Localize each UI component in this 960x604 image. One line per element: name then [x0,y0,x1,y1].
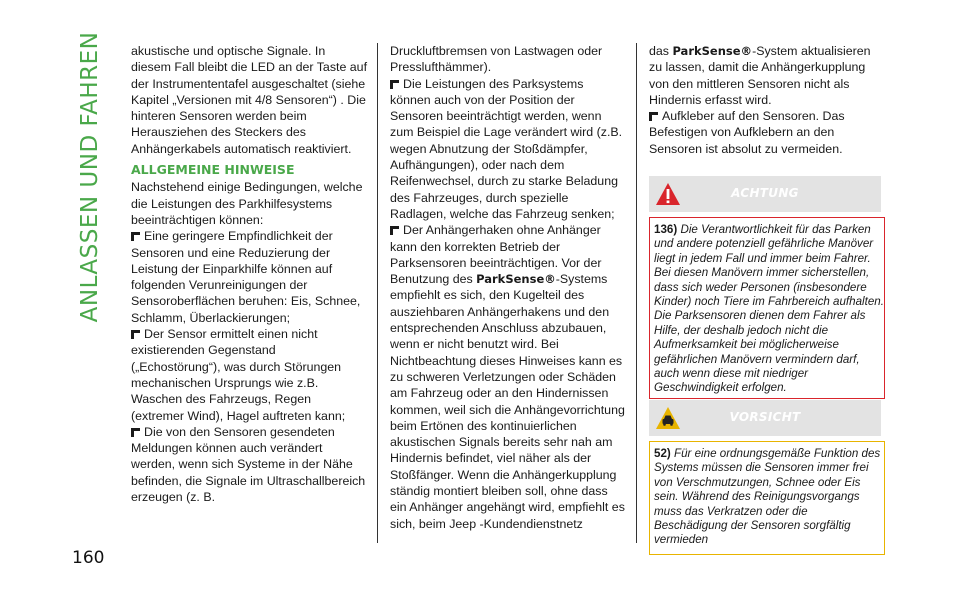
note-text: Für eine ordnungsgemäße Funktion des Systems müssen die Sensoren immer frei von Verschmutzungen, Schnee oder Eis sein. Während des Reinigungsvorgangs muss das Verkratzen oder die Beschädigung der Sensoren sorgfältig vermieden [654,447,881,547]
brand-name: ParkSense® [476,272,556,287]
note-number: 136) [654,223,678,236]
achtung-box [649,217,885,399]
column-1 [131,43,367,505]
bullet-icon [649,112,659,121]
bullet-icon [390,80,400,89]
brand-name: ParkSense® [672,44,753,58]
vorsicht-header [649,400,881,436]
bullet-item: Die Leistungen des Parksystems können auch von der Position der Sensoren beeinträchtigt werden, wenn zum Beispiel die Lage verändert wird (z.B. wegen Abnutzung der Stoßdämpfer, Aufhängungen), oder nach dem Reifenwechsel, durch zu starke Beladung des Fahrzeuges, durch spezielle Radlagen, welche das Fahrzeug senken; [390,76,623,221]
note-number: 52) [654,447,671,460]
paragraph: akustische und optische Signale. In diesem Fall bleibt die LED an der Taste auf der Instrumententafel ausgeschaltet (siehe Kapitel „Versionen mit 4/8 Sensoren“) . Die hinteren Sensoren werden beim Herausziehen des Steckers des Anhängerkabels automatisch reaktiviert. [131,44,368,156]
achtung-label: ACHTUNG [731,186,799,200]
vorsicht-box [649,441,885,555]
vorsicht-label: VORSICHT [729,410,801,424]
bullet-item: Der Sensor ermittelt einen nicht existierenden Gegenstand („Echostörung“), was durch Störungen mechanischen Ursprungs wie z.B. Waschen des Fahrzeugs, Regen (extremer Wind), Hagel auftreten kann; [131,327,346,423]
column-divider [377,43,378,543]
bullet-item: Der Anhängerhaken ohne Anhänger kann den korrekten Betrieb der Parksensoren beeinträchtigen. Vor der Benutzung des ParkSense®-Systems empfiehlt es sich, den Kugelteil des ausziehbaren Anhängerhakens und den entsprechenden Anschluss abzubauen, wenn er nicht benutzt wird. Bei Nichtbeachtung dieses Hinweises kann es zu schweren Verletzungen oder Schäden am Fahrzeug oder an den Hindernissen kommen, weil sich die Anhängevorrichtung beim Ertönen des kontinuierlichen akustischen Signals bereits sehr nah am Hindernis befindet, viel näher als der Stoßfänger. Wenn die Anhängerkupplung ständig montiert bleiben soll, ohne dass ein Anhänger angehängt wird, empfiehlt es sich, beim Jeep -Kundendienstnetz [390,223,625,531]
column-2 [390,43,626,532]
bullet-item: Die von den Sensoren gesendeten Meldungen können auch verändert werden, wenn sich Systeme in der Nähe befinden, die Signale im Ultraschallbereich erzeugen (z. B. [131,424,366,505]
achtung-header [649,176,881,212]
bullet-icon [131,428,141,437]
bullet-item: Aufkleber auf den Sensoren. Das Befestigen von Aufklebern an den Sensoren ist absolut zu vermeiden. [649,109,845,156]
page-number: 160 [72,548,105,568]
section-title: ANLASSEN UND FAHREN [77,31,103,323]
section-heading: ALLGEMEINE HINWEISE [131,162,295,178]
column-3 [649,43,885,157]
note-text: Die Verantwortlichkeit für das Parken und andere potenziell gefährliche Manöver liegt in jedem Fall und immer beim Fahrer. Bei diesen Manövern immer sicherstellen, dass sich weder Personen (insbesondere Kinder) noch Tiere im Fahrbereich aufhalten. Die Parksensoren dienen dem Fahrer als Hilfe, der deshalb jedoch nicht die Aufmerksamkeit bei möglicherweise gefährlichen Manövern vermindern darf, auch wenn diese mit niedriger Geschwindigkeit erfolgen. [654,223,884,395]
paragraph: Druckluftbremsen von Lastwagen oder Presslufthämmer). [390,44,603,75]
bullet-item: Eine geringere Empfindlichkeit der Sensoren und eine Reduzierung der Leistung der Einparkhilfe können auf folgenden Verunreinigungen der Sensoroberflächen beruhen: Eis, Schnee, Schlamm, Überlackierungen; [131,229,361,325]
paragraph: Nachstehend einige Bedingungen, welche die Leistungen des Parkhilfesystems beeinträchtigen können: [131,180,363,227]
bullet-icon [131,232,141,241]
column-divider [636,43,637,543]
paragraph: das ParkSense®-System aktualisieren zu lassen, damit die Anhängerkupplung von den mittleren Sensoren nicht als Hindernis erfasst wird. [649,44,871,107]
bullet-icon [390,226,400,235]
bullet-icon [131,330,141,339]
